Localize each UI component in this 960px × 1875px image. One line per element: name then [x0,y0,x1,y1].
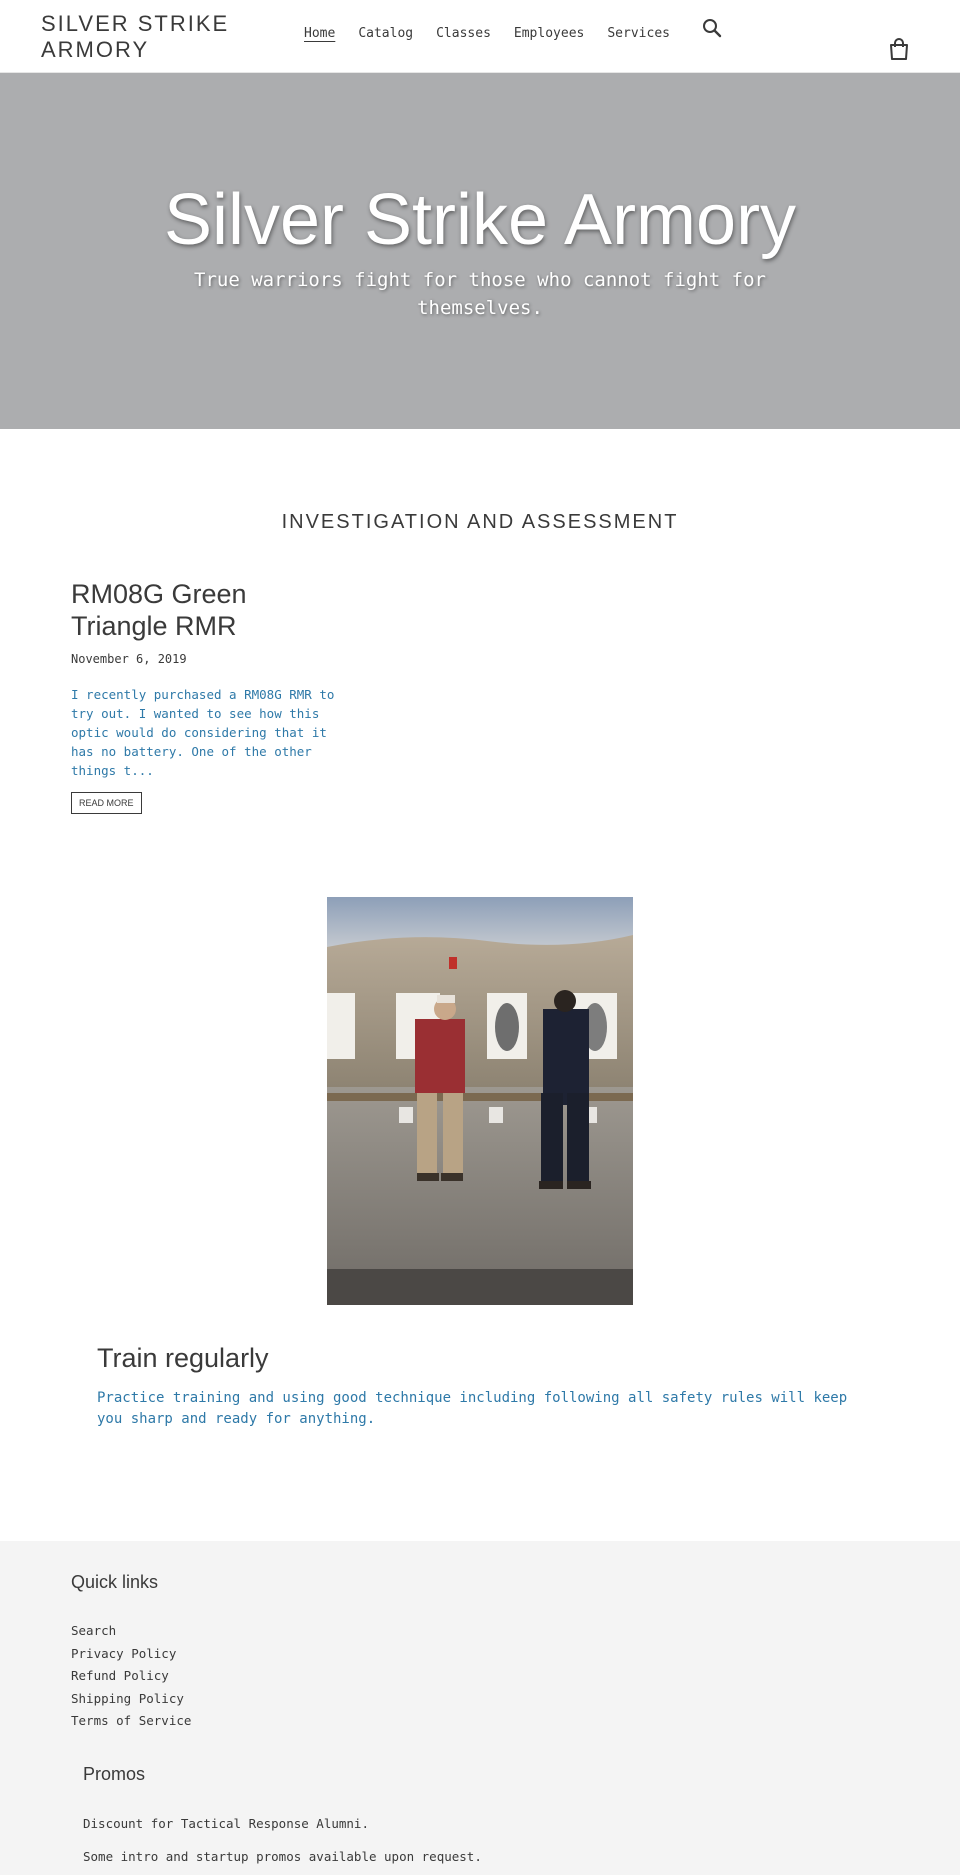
nav-employees[interactable]: Employees [513,26,585,41]
nav-services[interactable]: Services [607,26,670,41]
footer-link-privacy-policy[interactable]: Privacy Policy [71,1645,177,1661]
search-icon[interactable] [700,16,724,40]
footer-link-terms-of-service[interactable]: Terms of Service [71,1713,192,1728]
nav-home[interactable]: Home [304,26,336,41]
quick-links-list [71,1620,191,1733]
nav-classes[interactable]: Classes [436,26,491,41]
site-header [0,0,960,73]
read-more-button[interactable]: READ MORE [71,792,142,814]
blog-article-card [71,578,341,814]
site-logo[interactable]: SILVER STRIKE ARMORY [41,11,230,62]
footer-link-refund-policy[interactable]: Refund Policy [71,1668,169,1683]
blog-section-heading[interactable]: INVESTIGATION AND ASSESSMENT [281,511,679,533]
article-date: November 6, 2019 [71,652,187,666]
article-title[interactable]: RM08G Green Triangle RMR [71,579,247,641]
promo-text-intro: Some intro and startup promos available upon request. [83,1849,482,1864]
hero-subtitle: True warriors fight for those who cannot fight for themselves. [194,269,766,319]
hero-title: Silver Strike Armory [163,180,797,260]
article-excerpt: I recently purchased a RM08G RMR to try out. I wanted to see how this optic would do considering that it has no battery. One of the other things t... [71,687,335,778]
main-nav [304,26,670,41]
nav-catalog[interactable]: Catalog [358,26,414,41]
feature-text: Practice training and using good technique including following all safety rules will keep you sharp and ready for anything. [97,1390,848,1427]
promo-text-alumni: Discount for Tactical Response Alumni. [83,1816,369,1831]
site-footer [0,1541,960,1875]
promos-heading: Promos [83,1764,146,1784]
footer-link-shipping-policy[interactable]: Shipping Policy [71,1690,184,1706]
quick-links-heading: Quick links [71,1572,159,1592]
hero-banner [0,73,960,429]
footer-link-search[interactable]: Search [71,1623,117,1638]
cart-icon[interactable] [886,36,912,62]
shooting-range-photo [327,897,633,1305]
feature-title: Train regularly [97,1343,269,1373]
